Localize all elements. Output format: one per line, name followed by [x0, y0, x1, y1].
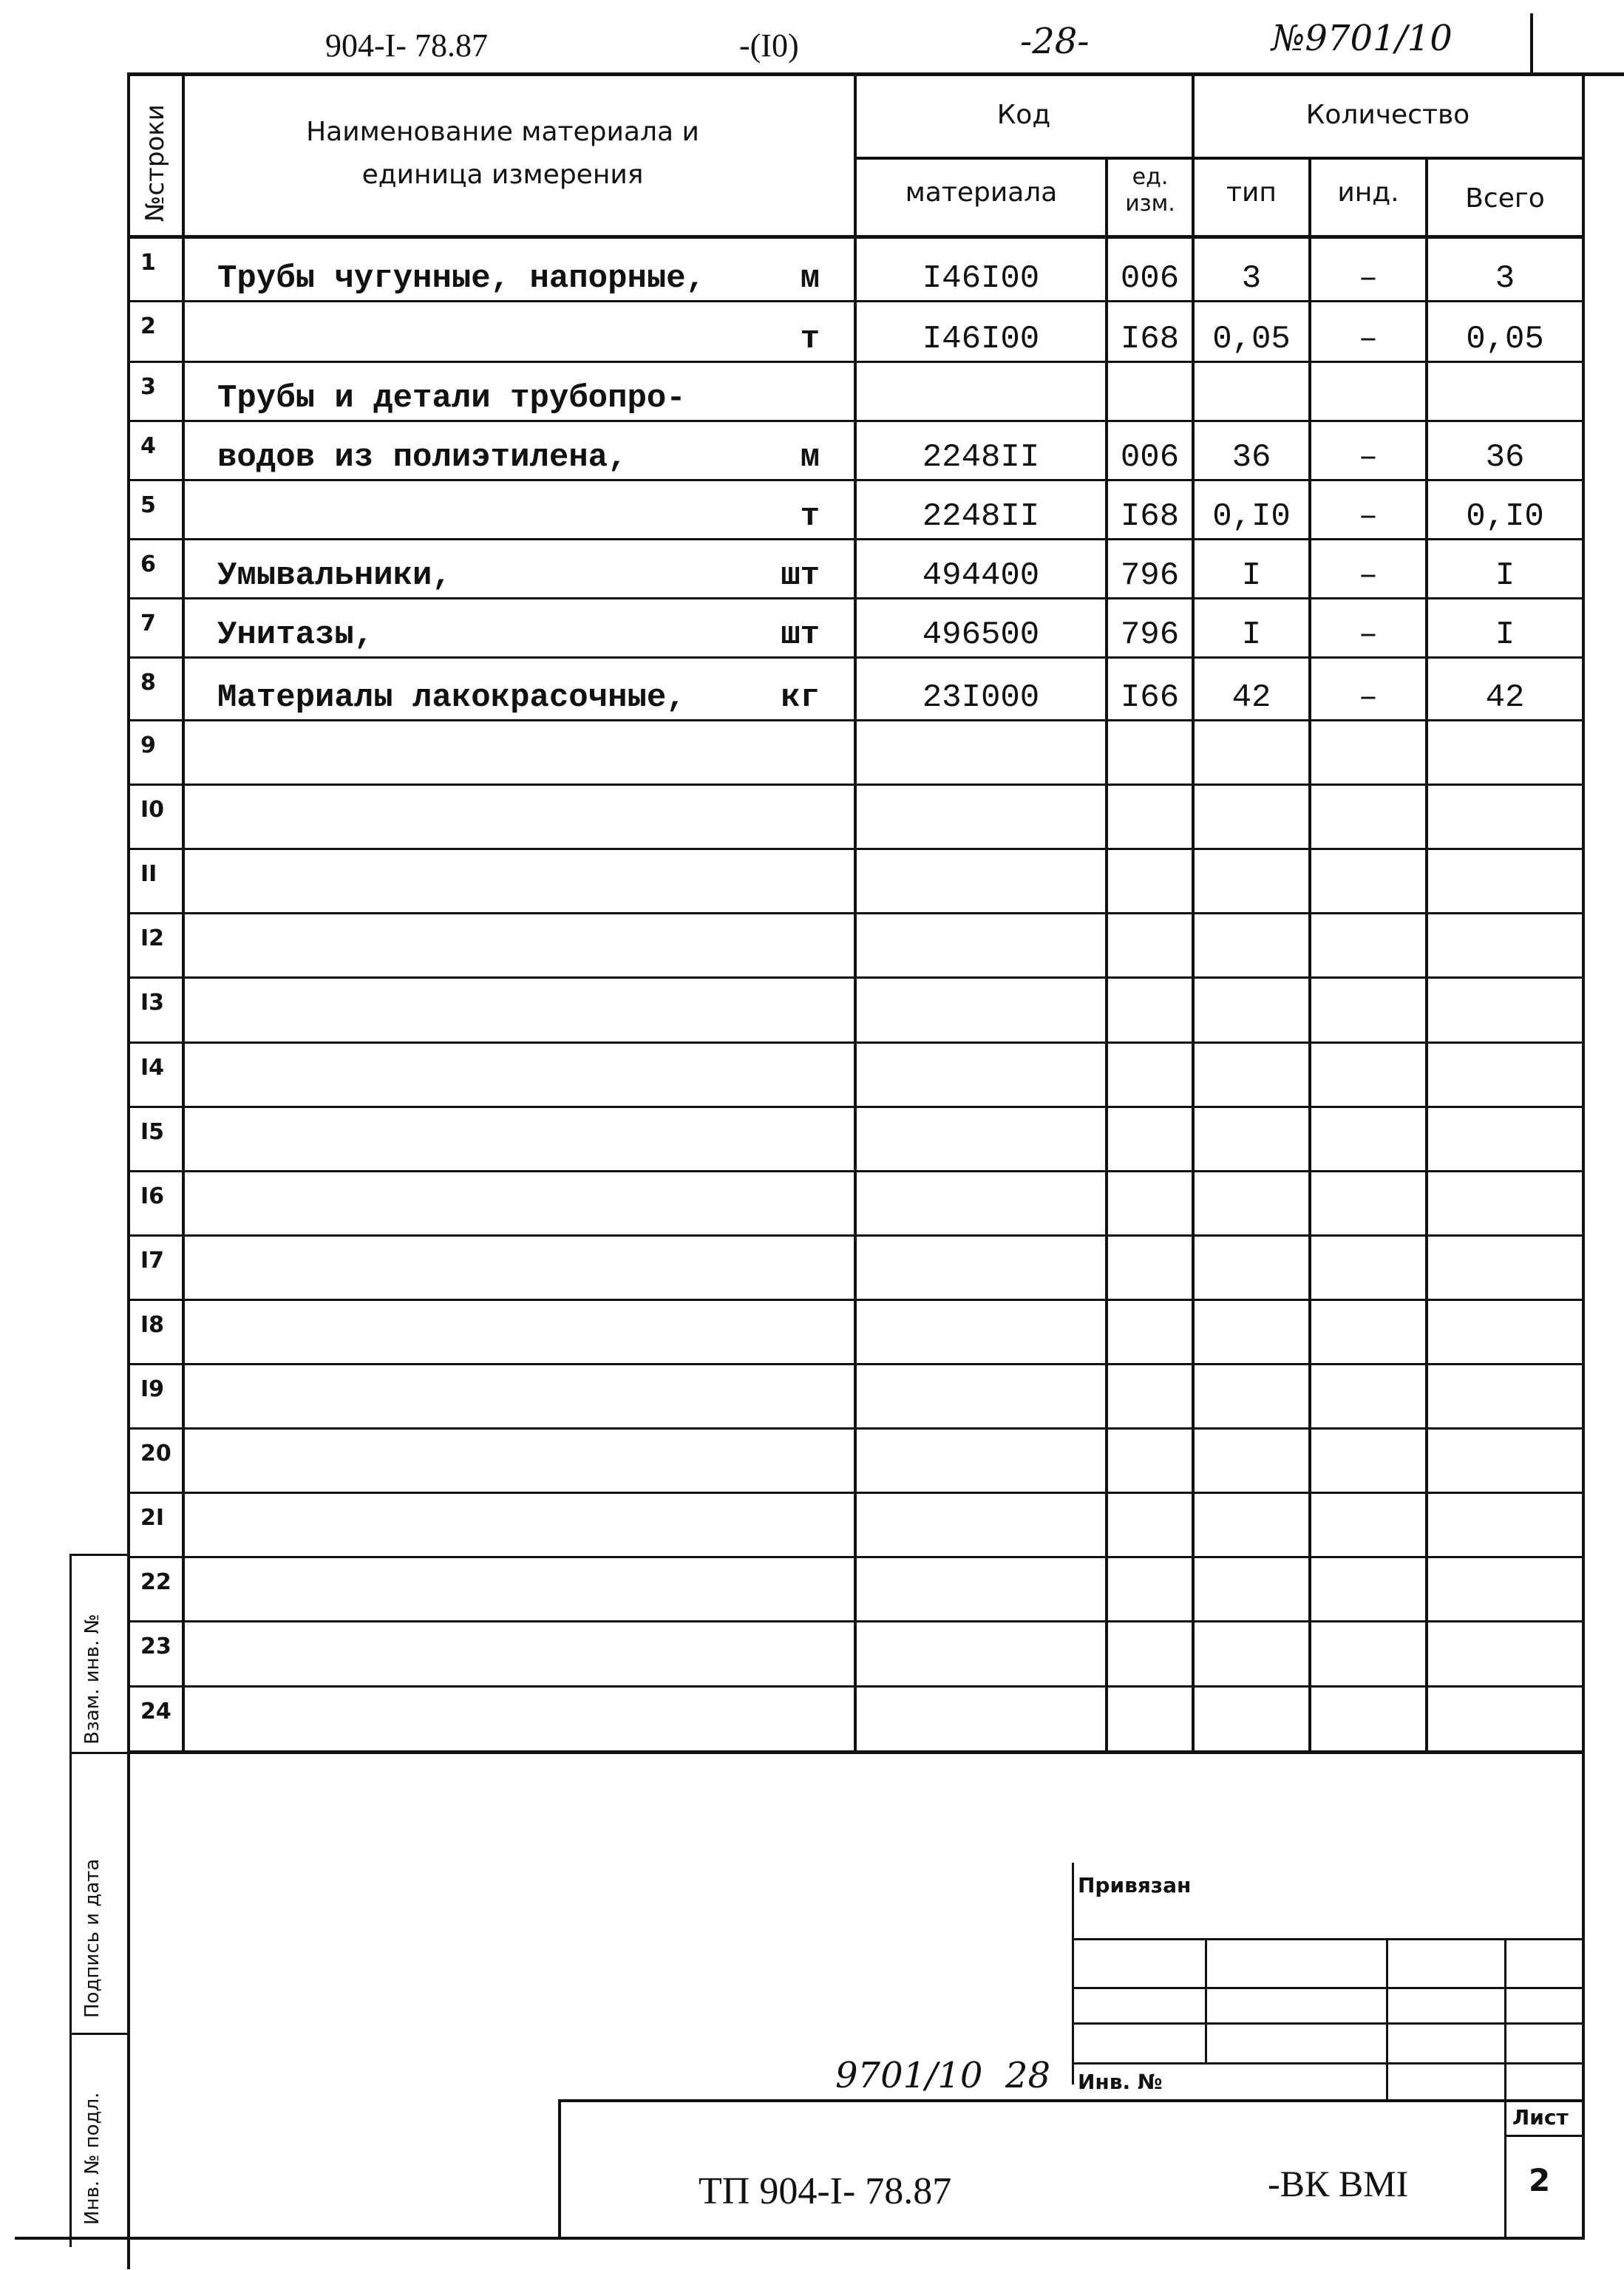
row-qty-total: 0,I0: [1466, 498, 1544, 535]
row-unit-code: I68: [1120, 321, 1180, 358]
row-number: II: [140, 861, 157, 888]
row-number: I3: [140, 990, 165, 1016]
row-number: I6: [140, 1183, 165, 1209]
row-number: 3: [140, 374, 156, 400]
side-divider-2: [69, 2033, 129, 2035]
row-separator: [127, 1170, 1583, 1172]
row-number: 5: [140, 492, 156, 518]
row-material-code: I46I00: [922, 321, 1040, 358]
row-number: I5: [140, 1118, 165, 1145]
row-separator: [127, 1234, 1583, 1237]
side-bottom-line: [15, 2237, 1585, 2240]
row-separator: [127, 1041, 1583, 1044]
inv-original-label: Инв. № подл.: [81, 2092, 103, 2225]
row-unit-code: 796: [1120, 557, 1180, 594]
row-unit: м: [800, 439, 820, 476]
row-number: I0: [140, 797, 165, 823]
table-top-border: [127, 72, 1624, 76]
row-qty-type: I: [1241, 616, 1262, 653]
code-header: Код: [996, 100, 1051, 130]
stamp-line-4: [1072, 2062, 1583, 2065]
row-number: 24: [140, 1698, 171, 1724]
row-number: 1: [140, 250, 156, 276]
code-unit-header: ед. изм.: [1125, 164, 1175, 217]
row-qty-type: 36: [1231, 439, 1271, 476]
sheet-number: 2: [1529, 2162, 1551, 2198]
row-unit-code: 006: [1120, 439, 1180, 476]
row-name: водов из полиэтилена,: [217, 439, 628, 476]
stamp-box-left: [1072, 1863, 1074, 2084]
code-material-header: материала: [905, 177, 1058, 208]
row-qty-total: [1428, 362, 1582, 421]
row-qty-ind: –: [1358, 616, 1379, 653]
row-material-code: 23I000: [922, 679, 1040, 716]
row-separator: [127, 1750, 1583, 1753]
row-qty-ind: –: [1358, 439, 1379, 476]
row-qty-ind: –: [1358, 679, 1379, 716]
row-qty-total: 36: [1485, 439, 1525, 476]
title-block-left: [558, 2099, 561, 2240]
row-number: 8: [140, 670, 156, 696]
side-top-line: [69, 1554, 129, 1556]
row-unit: шт: [781, 557, 820, 594]
row-separator: [127, 912, 1583, 914]
row-separator: [127, 1685, 1583, 1688]
row-number: 20: [140, 1441, 171, 1467]
row-number: I9: [140, 1376, 165, 1402]
row-separator: [127, 1363, 1583, 1365]
row-number: I8: [140, 1311, 165, 1338]
row-qty-total: 42: [1485, 679, 1525, 716]
document-section: -ВК ВМI: [1268, 2163, 1409, 2204]
row-number: I2: [140, 925, 165, 952]
qty-ind-header: инд.: [1337, 177, 1399, 208]
doc-code: 904-I- 78.87: [325, 27, 488, 64]
row-unit-code: I68: [1120, 498, 1180, 535]
stamp-line-3: [1072, 2022, 1583, 2025]
row-qty-total: I: [1495, 616, 1515, 653]
quantity-header: Количество: [1305, 100, 1470, 130]
row-separator: [127, 1620, 1583, 1622]
inv-number-label: Инв. №: [1078, 2070, 1163, 2094]
row-material-code: 2248II: [922, 498, 1040, 535]
row-separator: [127, 1299, 1583, 1301]
stamp-col-3: [1504, 1938, 1506, 2240]
side-divider-1: [69, 1752, 129, 1754]
row-unit: т: [800, 321, 820, 358]
row-name: Трубы чугунные, напорные,: [217, 260, 706, 297]
part-number: -(I0): [739, 27, 799, 64]
document-title: ТП 904-I- 78.87: [699, 2170, 952, 2212]
stamp-col-2: [1386, 1938, 1388, 2101]
row-name: Унитазы,: [217, 616, 374, 653]
signature-date-label: Подпись и дата: [81, 1858, 103, 2018]
page-number: -28-: [1020, 21, 1090, 62]
row-separator: [127, 976, 1583, 979]
row-qty-total: 3: [1495, 260, 1515, 297]
title-block-top: [558, 2099, 1583, 2102]
row-number: 23: [140, 1634, 171, 1660]
row-number: 2I: [140, 1505, 165, 1532]
row-unit: м: [800, 260, 820, 297]
row-material-code: 2248II: [922, 439, 1040, 476]
row-number: I7: [140, 1247, 165, 1274]
row-separator: [127, 1492, 1583, 1494]
row-number: 7: [140, 611, 156, 636]
row-unit-code: 006: [1120, 260, 1180, 297]
row-name: Умывальники,: [217, 557, 452, 594]
stamp-line-2: [1072, 1987, 1583, 1989]
sheet-label-line: [1504, 2135, 1583, 2137]
row-number: 22: [140, 1569, 171, 1596]
row-name: Материалы лакокрасочные,: [217, 679, 686, 716]
row-number: 2: [140, 313, 156, 339]
row-separator: [127, 784, 1583, 786]
row-number: I4: [140, 1054, 165, 1081]
row-unit-code: I66: [1120, 679, 1180, 716]
row-qty-type: I: [1241, 557, 1262, 594]
row-unit-code: [1108, 362, 1192, 421]
header-tick: [1530, 13, 1533, 72]
row-qty-ind: [1311, 362, 1425, 421]
row-number: 6: [140, 551, 156, 577]
row-separator: [127, 1427, 1583, 1430]
row-qty-type: 3: [1241, 260, 1262, 297]
archive-number: №9701/10: [1271, 18, 1453, 59]
row-material-code: 494400: [922, 557, 1040, 594]
qty-total-header: Всего: [1465, 183, 1545, 214]
row-qty-type: [1195, 362, 1308, 421]
material-name-header: Наименование материала и единица измерения: [306, 117, 699, 190]
row-qty-type: 0,I0: [1212, 498, 1291, 535]
row-qty-ind: –: [1358, 557, 1379, 594]
row-name: Трубы и детали трубопро-: [217, 380, 686, 417]
handwritten-inv-number: 9701/10 28: [835, 2055, 1050, 2096]
row-number: 4: [140, 433, 156, 459]
frame-right-border: [1582, 72, 1585, 2238]
sheet-label: Лист: [1512, 2105, 1569, 2130]
vzam-inv-label: Взам. инв. №: [81, 1614, 103, 1744]
row-qty-type: 42: [1231, 679, 1271, 716]
stamp-col-1: [1205, 1938, 1207, 2064]
row-material-code: 496500: [922, 616, 1040, 653]
row-qty-type: 0,05: [1212, 321, 1291, 358]
qty-type-header: тип: [1226, 177, 1277, 208]
row-material-code: I46I00: [922, 260, 1040, 297]
side-column-line: [69, 1554, 72, 2247]
row-unit: т: [800, 498, 820, 535]
row-separator: [127, 1556, 1583, 1558]
row-number: 9: [140, 733, 156, 758]
stamp-line-1: [1072, 1938, 1583, 1940]
code-subheader-line: [854, 157, 1583, 160]
row-qty-total: I: [1495, 557, 1515, 594]
row-separator: [127, 848, 1583, 850]
privyazan-label: Привязан: [1078, 1873, 1192, 1897]
row-qty-total: 0,05: [1466, 321, 1544, 358]
row-unit: кг: [781, 679, 820, 716]
row-unit-code: 796: [1120, 616, 1180, 653]
row-qty-ind: –: [1358, 498, 1379, 535]
row-number-header: №строки: [140, 104, 170, 222]
row-unit: [185, 362, 854, 421]
row-material-code: [857, 362, 1105, 421]
row-qty-ind: –: [1358, 321, 1379, 358]
row-separator: [127, 1106, 1583, 1108]
row-qty-ind: –: [1358, 260, 1379, 297]
row-unit: шт: [781, 616, 820, 653]
